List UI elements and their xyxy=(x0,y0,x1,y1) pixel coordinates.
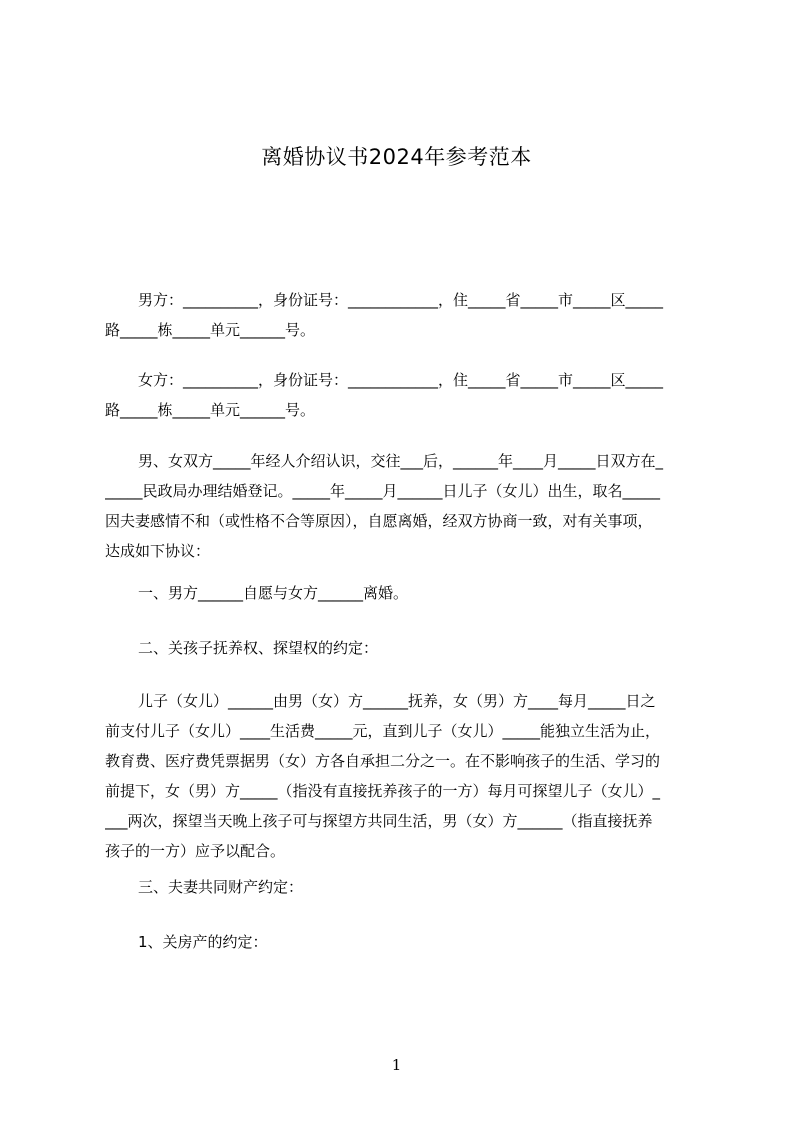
wife-info-paragraph xyxy=(105,365,701,425)
husband-info-paragraph xyxy=(105,285,701,345)
clause-3-sub-1-heading: 1、关房产的约定： xyxy=(138,933,268,951)
clause-2-line: 教育费、医疗费凭票据男（女）方各自承担二分之一。在不影响孩子的生活、学习的 xyxy=(105,752,661,770)
clause-2-heading: 二、关孩子抚养权、探望权的约定： xyxy=(138,639,379,657)
wife-info-line: 路_____栋_____单元______号。 xyxy=(105,401,316,419)
clause-2-line: 前支付儿子（女儿）____生活费_____元，直到儿子（女儿）_____能独立生活为止， xyxy=(105,722,661,740)
intro-line: 男、女双方_____年经人介绍认识，交往___后，______年____月_____日双方在_ xyxy=(138,452,664,470)
intro-line: 达成如下协议： xyxy=(105,542,211,560)
page-number: 1 xyxy=(391,1056,402,1074)
clause-3-heading: 三、夫妻共同财产约定： xyxy=(138,878,304,896)
clause-2-line: 儿子（女儿）______由男（女）方______抚养，女（男）方____每月_____日之 xyxy=(138,692,656,710)
husband-info-line: 男方：__________，身份证号：____________，住_____省_____市_____区_____ xyxy=(138,291,664,309)
clause-1-text: 一、男方______自愿与女方______离婚。 xyxy=(138,584,409,602)
intro-line: 因夫妻感情不和（或性格不合等原因），自愿离婚，经双方协商一致，对有关事项， xyxy=(105,512,653,530)
document-title: 离婚协议书2024年参考范本 xyxy=(261,145,532,169)
clause-2-line: 孩子的一方）应予以配合。 xyxy=(105,842,286,860)
wife-info-line: 女方：__________，身份证号：____________，住_____省_____市_____区_____ xyxy=(138,371,664,389)
clause-2-paragraph xyxy=(105,686,701,866)
clause-2-line: ___两次，探望当天晚上孩子可与探望方共同生活，男（女）方______（指直接抚养 xyxy=(105,812,653,830)
husband-info-line: 路_____栋_____单元______号。 xyxy=(105,321,316,339)
intro-line: _____民政局办理结婚登记。_____年_____月______日儿子（女儿）出生，取名_____ xyxy=(105,482,661,500)
clause-2-line: 前提下，女（男）方_____（指没有直接抚养孩子的一方）每月可探望儿子（女儿）_ xyxy=(105,782,661,800)
intro-paragraph xyxy=(105,446,701,566)
